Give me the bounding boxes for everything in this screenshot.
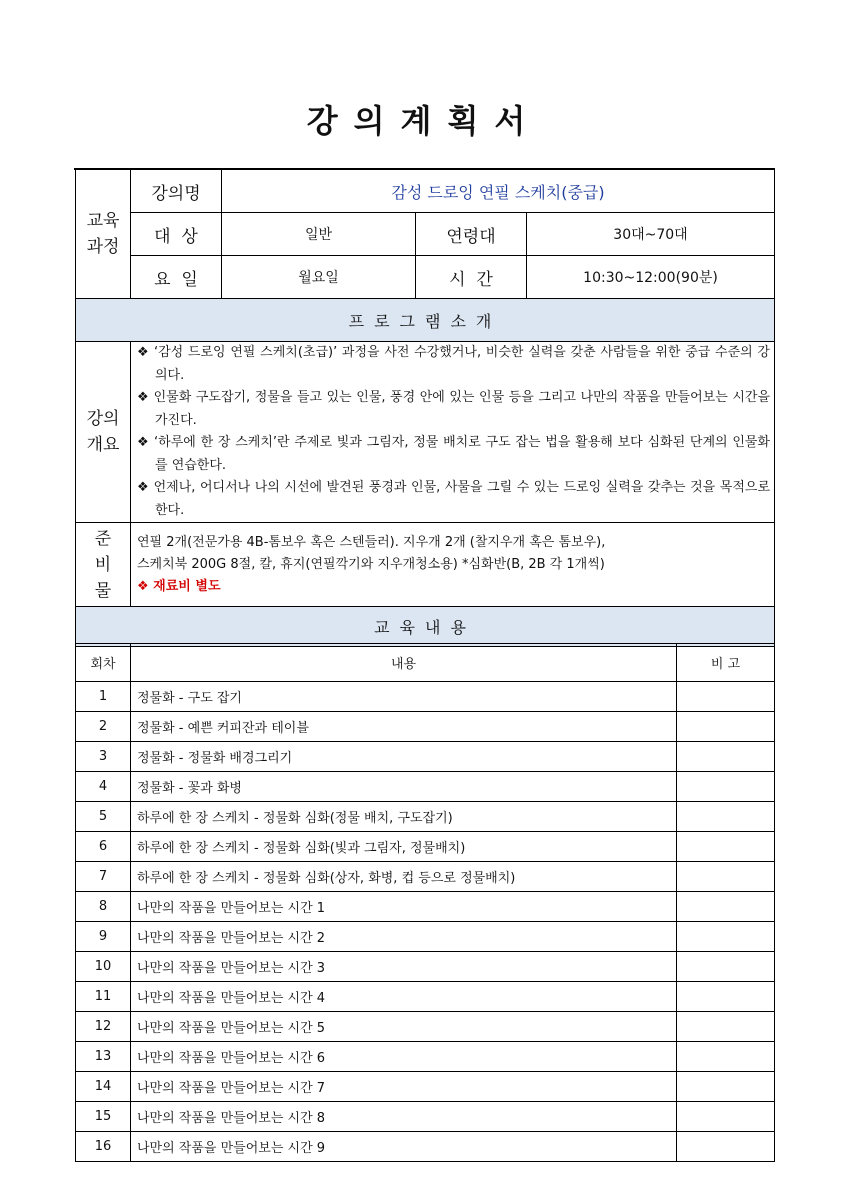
session-content: 정물화 - 정물화 배경그리기: [131, 742, 677, 772]
session-note: [677, 1072, 775, 1102]
overview-item: ❖ 인물화 구도잡기, 정물을 들고 있는 인물, 풍경 안에 있는 인물 등을 그리고 나만의 작품을 만들어보는 시간을 가진다.: [137, 390, 770, 428]
overview-item: ❖ ‘하루에 한 장 스케치’란 주제로 빛과 그림자, 정물 배치로 구도 잡는 법을 활용해 보다 심화된 단계의 인물화를 연습한다.: [137, 435, 770, 473]
session-note: [677, 742, 775, 772]
document-title: 강의계획서: [306, 102, 542, 140]
session-number: 8: [76, 892, 131, 922]
session-content: 나만의 작품을 만들어보는 시간 2: [131, 922, 677, 952]
session-note: [677, 802, 775, 832]
session-number: 14: [76, 1072, 131, 1102]
session-note: [677, 952, 775, 982]
col-note-header: 비 고: [677, 644, 775, 682]
session-number: 1: [76, 682, 131, 712]
table-row: [76, 862, 775, 892]
table-row: [76, 1012, 775, 1042]
materials-line: 연필 2개(전문가용 4B-톰보우 혹은 스텐들러). 지우개 2개 (찰지우개 혹은 톰보우),: [137, 534, 606, 550]
overview-item: ❖ 언제나, 어디서나 나의 시선에 발견된 풍경과 인물, 사물을 그릴 수 있는 드로잉 실력을 갖추는 것을 목적으로 한다.: [137, 480, 770, 518]
curriculum-table: [75, 643, 775, 1162]
course-name-label: 강의명: [131, 170, 222, 213]
course-name-value: 감성 드로잉 연필 스케치(중급): [222, 170, 775, 213]
table-row: [76, 1042, 775, 1072]
session-number: 11: [76, 982, 131, 1012]
session-content: 하루에 한 장 스케치 - 정물화 심화(빛과 그림자, 정물배치): [131, 832, 677, 862]
table-row: [76, 1102, 775, 1132]
session-content: 나만의 작품을 만들어보는 시간 7: [131, 1072, 677, 1102]
table-row: [76, 772, 775, 802]
session-number: 15: [76, 1102, 131, 1132]
program-intro-header: 프로그램소개: [76, 299, 775, 342]
session-note: [677, 1042, 775, 1072]
materials-content: [131, 523, 775, 607]
session-number: 5: [76, 802, 131, 832]
table-row: [76, 742, 775, 772]
session-content: 나만의 작품을 만들어보는 시간 4: [131, 982, 677, 1012]
session-note: [677, 862, 775, 892]
table-row: [76, 682, 775, 712]
session-number: 3: [76, 742, 131, 772]
table-row: [76, 952, 775, 982]
day-label: 요 일: [131, 256, 222, 299]
session-note: [677, 1132, 775, 1162]
session-note: [677, 922, 775, 952]
session-number: 13: [76, 1042, 131, 1072]
table-row: [76, 1072, 775, 1102]
overview-label: 강의 개요: [76, 342, 131, 523]
session-content: 정물화 - 구도 잡기: [131, 682, 677, 712]
materials-fee-note: ❖ 재료비 별도: [137, 578, 221, 594]
time-value: 10:30~12:00(90분): [527, 256, 775, 299]
col-content-header: 내용: [131, 644, 677, 682]
age-value: 30대~70대: [527, 213, 775, 256]
session-note: [677, 1012, 775, 1042]
table-row: [76, 1132, 775, 1162]
session-number: 4: [76, 772, 131, 802]
day-value: 월요일: [222, 256, 416, 299]
session-note: [677, 772, 775, 802]
session-number: 7: [76, 862, 131, 892]
curriculum-header: 교육내용: [76, 607, 775, 647]
session-number: 2: [76, 712, 131, 742]
session-content: 나만의 작품을 만들어보는 시간 5: [131, 1012, 677, 1042]
table-row: [76, 712, 775, 742]
time-label: 시 간: [416, 256, 527, 299]
session-content: 하루에 한 장 스케치 - 정물화 심화(상자, 화병, 컵 등으로 정물배치): [131, 862, 677, 892]
session-note: [677, 682, 775, 712]
session-content: 나만의 작품을 만들어보는 시간 3: [131, 952, 677, 982]
table-row: [76, 832, 775, 862]
session-note: [677, 712, 775, 742]
session-content: 정물화 - 예쁜 커피잔과 테이블: [131, 712, 677, 742]
col-session-header: 회차: [76, 644, 131, 682]
course-section-label: 교육 과정: [76, 170, 131, 299]
session-content: 정물화 - 꽃과 화병: [131, 772, 677, 802]
session-note: [677, 832, 775, 862]
session-number: 10: [76, 952, 131, 982]
session-number: 9: [76, 922, 131, 952]
session-content: 나만의 작품을 만들어보는 시간 1: [131, 892, 677, 922]
session-number: 6: [76, 832, 131, 862]
course-info-table: [75, 169, 775, 647]
materials-label: 준 비 물: [76, 523, 131, 607]
table-row: [76, 892, 775, 922]
table-row: [76, 982, 775, 1012]
session-content: 나만의 작품을 만들어보는 시간 8: [131, 1102, 677, 1132]
overview-content: [131, 342, 775, 523]
session-number: 12: [76, 1012, 131, 1042]
session-content: 나만의 작품을 만들어보는 시간 9: [131, 1132, 677, 1162]
session-note: [677, 892, 775, 922]
target-label: 대 상: [131, 213, 222, 256]
table-row: [76, 922, 775, 952]
materials-line: 스케치북 200G 8절, 칼, 휴지(연필깍기와 지우개청소용) *심화반(B, 2B 각 1개씩): [137, 556, 605, 572]
table-row: [76, 802, 775, 832]
overview-item: ❖ ‘감성 드로잉 연필 스케치(초급)’ 과정을 사전 수강했거나, 비슷한 실력을 갖춘 사람들을 위한 중급 수준의 강의다.: [137, 345, 770, 383]
session-note: [677, 1102, 775, 1132]
target-value: 일반: [222, 213, 416, 256]
age-label: 연령대: [416, 213, 527, 256]
session-number: 16: [76, 1132, 131, 1162]
session-content: 하루에 한 장 스케치 - 정물화 심화(정물 배치, 구도잡기): [131, 802, 677, 832]
session-content: 나만의 작품을 만들어보는 시간 6: [131, 1042, 677, 1072]
session-note: [677, 982, 775, 1012]
